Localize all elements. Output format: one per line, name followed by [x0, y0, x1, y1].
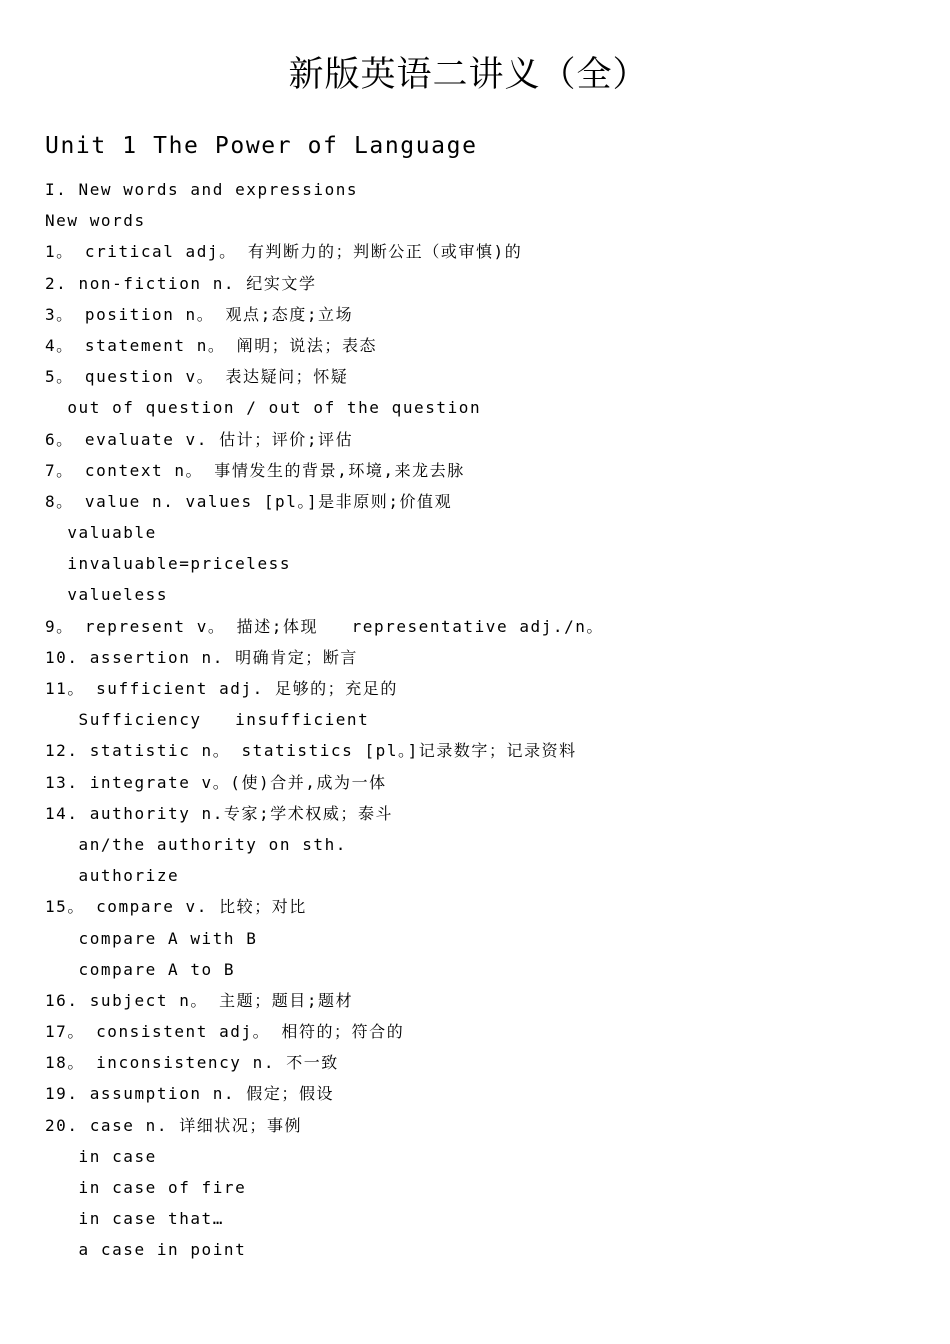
- list-item: valuable: [45, 523, 157, 543]
- list-item: 14. authority n.专家;学术权威；泰斗: [45, 803, 394, 823]
- list-item: invaluable=priceless: [45, 554, 292, 574]
- list-item: 16. subject n。 主题；题目;题材: [45, 990, 354, 1010]
- list-item: compare A to B: [45, 959, 236, 979]
- list-item: in case of fire: [45, 1178, 247, 1197]
- list-item: I. New words and expressions: [45, 180, 359, 199]
- list-item: New words: [45, 211, 146, 231]
- list-item: 13. integrate v。(使)合并,成为一体: [45, 772, 387, 792]
- list-item: an/the authority on sth.: [45, 834, 347, 854]
- list-item: Sufficiency insufficient: [45, 710, 370, 730]
- vocabulary-list: [45, 174, 604, 1266]
- list-item: 3。 position n。 观点;态度;立场: [45, 304, 354, 324]
- list-item: 17。 consistent adj。 相符的；符合的: [45, 1022, 405, 1042]
- list-item: 9。 represent v。 描述;体现 representative adj./n。: [45, 616, 604, 636]
- list-item: 1。 critical adj。 有判断力的；判断公正（或审慎)的: [45, 242, 523, 262]
- list-item: 12. statistic n。 statistics [pl。]记录数字；记录资料: [45, 741, 577, 761]
- list-item: 18。 inconsistency n. 不一致: [45, 1053, 339, 1073]
- list-item: 20. case n. 详细状况；事例: [45, 1115, 303, 1135]
- list-item: in case that…: [45, 1209, 224, 1229]
- list-item: 7。 context n。 事情发生的背景,环境,来龙去脉: [45, 460, 465, 480]
- list-item: 15。 compare v. 比较；对比: [45, 897, 307, 917]
- list-item: authorize: [45, 866, 180, 886]
- list-item: 8。 value n. values [pl。]是非原则;价值观: [45, 491, 453, 511]
- list-item: compare A with B: [45, 928, 258, 948]
- list-item: a case in point: [45, 1240, 247, 1260]
- list-item: 6。 evaluate v. 估计；评价;评估: [45, 429, 354, 449]
- list-item: 10. assertion n. 明确肯定；断言: [45, 647, 358, 667]
- list-item: out of question / out of the question: [45, 398, 482, 418]
- document-title: 新版英语二讲义（全）: [288, 55, 649, 95]
- list-item: 11。 sufficient adj. 足够的；充足的: [45, 679, 398, 698]
- list-item: 2. non-fiction n. 纪实文学: [45, 273, 317, 293]
- list-item: in case: [45, 1146, 157, 1166]
- list-item: valueless: [45, 585, 169, 605]
- list-item: 5。 question v。 表达疑问；怀疑: [45, 367, 349, 387]
- unit-heading: Unit 1 The Power of Language: [45, 133, 478, 159]
- list-item: 4。 statement n。 阐明；说法；表态: [45, 335, 378, 355]
- list-item: 19. assumption n. 假定；假设: [45, 1084, 335, 1104]
